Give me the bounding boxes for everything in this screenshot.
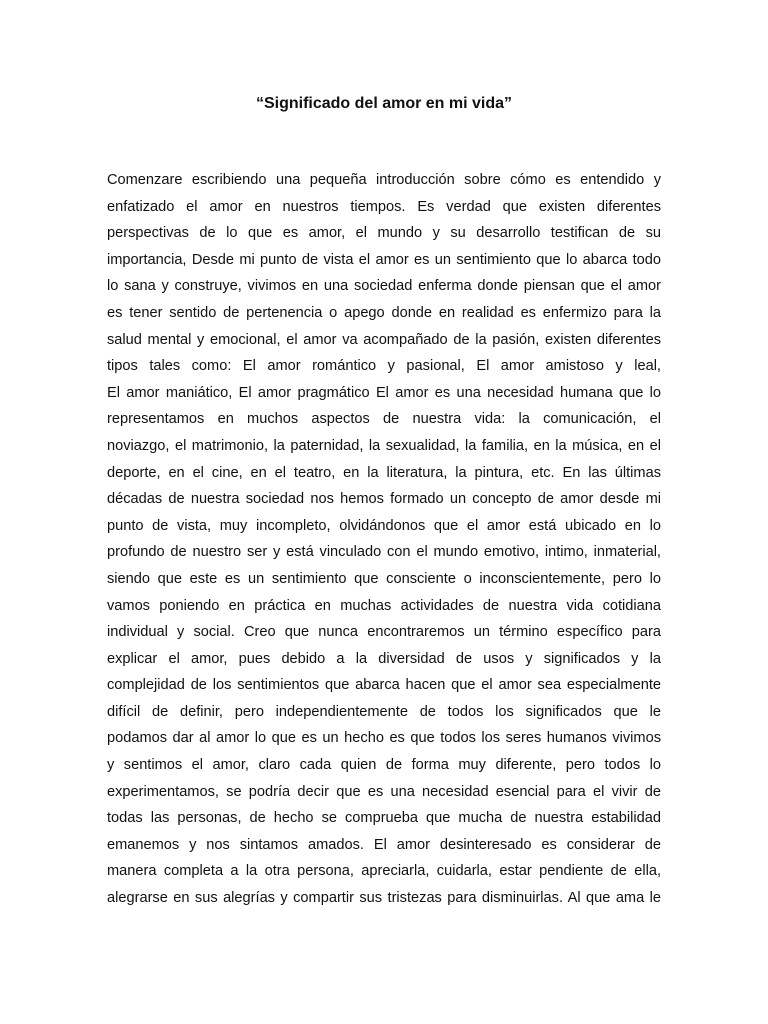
body-line: todas las personas, de hecho se comprueba que mucha de nuestra estabilidad (107, 810, 661, 827)
body-line: tipos tales como: El amor romántico y pasional, El amor amistoso y leal, (107, 358, 661, 375)
body-line: podamos dar al amor lo que es un hecho es que todos los seres humanos vivimos (107, 730, 661, 747)
body-line: vamos poniendo en práctica en muchas actividades de nuestra vida cotidiana (107, 597, 661, 614)
body-line: salud mental y emocional, el amor va acompañado de la pasión, existen diferentes (107, 331, 661, 348)
body-line: individual y social. Creo que nunca encontraremos un término específico para (107, 624, 661, 641)
body-line: difícil de definir, pero independientemente de todos los significados que le (107, 703, 661, 720)
body-line: profundo de nuestro ser y está vinculado con el mundo emotivo, intimo, inmaterial, (107, 544, 661, 561)
body-line: lo sana y construye, vivimos en una sociedad enferma donde piensan que el amor (107, 278, 661, 295)
body-line: explicar el amor, pues debido a la diversidad de usos y significados y la (107, 650, 661, 667)
body-line: noviazgo, el matrimonio, la paternidad, la sexualidad, la familia, en la música, en el (107, 437, 661, 454)
body-line: representamos en muchos aspectos de nuestra vida: la comunicación, el (107, 411, 661, 428)
body-line: Comenzare escribiendo una pequeña introducción sobre cómo es entendido y (107, 172, 661, 188)
body-line: siendo que este es un sentimiento que consciente o inconscientemente, pero lo (107, 570, 661, 587)
document-title: “Significado del amor en mi vida” (255, 95, 513, 112)
body-line: complejidad de los sentimientos que abarca hacen que el amor sea especialmente (107, 677, 661, 694)
body-line: punto de vista, muy incompleto, olvidándonos que el amor está ubicado en lo (107, 517, 661, 534)
body-line: importancia, Desde mi punto de vista el amor es un sentimiento que lo abarca todo (107, 251, 661, 268)
body-line: enfatizado el amor en nuestros tiempos. Es verdad que existen diferentes (107, 198, 661, 215)
body-line: deporte, en el cine, en el teatro, en la literatura, la pintura, etc. En las últimas (107, 464, 661, 481)
document-body (107, 167, 661, 912)
body-line: experimentamos, se podría decir que es una necesidad esencial para el vivir de (107, 783, 661, 800)
body-line: perspectivas de lo que es amor, el mundo y su desarrollo testifican de su (107, 225, 661, 242)
body-line: y sentimos el amor, claro cada quien de forma muy diferente, pero todos lo (107, 757, 661, 774)
body-line: manera completa a la otra persona, apreciarla, cuidarla, estar pendiente de ella, (107, 863, 661, 880)
body-line: El amor maniático, El amor pragmático El amor es una necesidad humana que lo (107, 384, 661, 401)
body-line: es tener sentido de pertenencia o apego donde en realidad es enfermizo para la (107, 304, 661, 321)
body-line: alegrarse en sus alegrías y compartir sus tristezas para disminuirlas. Al que ama le (107, 890, 661, 907)
body-line: emanemos y nos sintamos amados. El amor desinteresado es considerar de (107, 836, 661, 853)
body-line: décadas de nuestra sociedad nos hemos formado un concepto de amor desde mi (107, 491, 661, 508)
